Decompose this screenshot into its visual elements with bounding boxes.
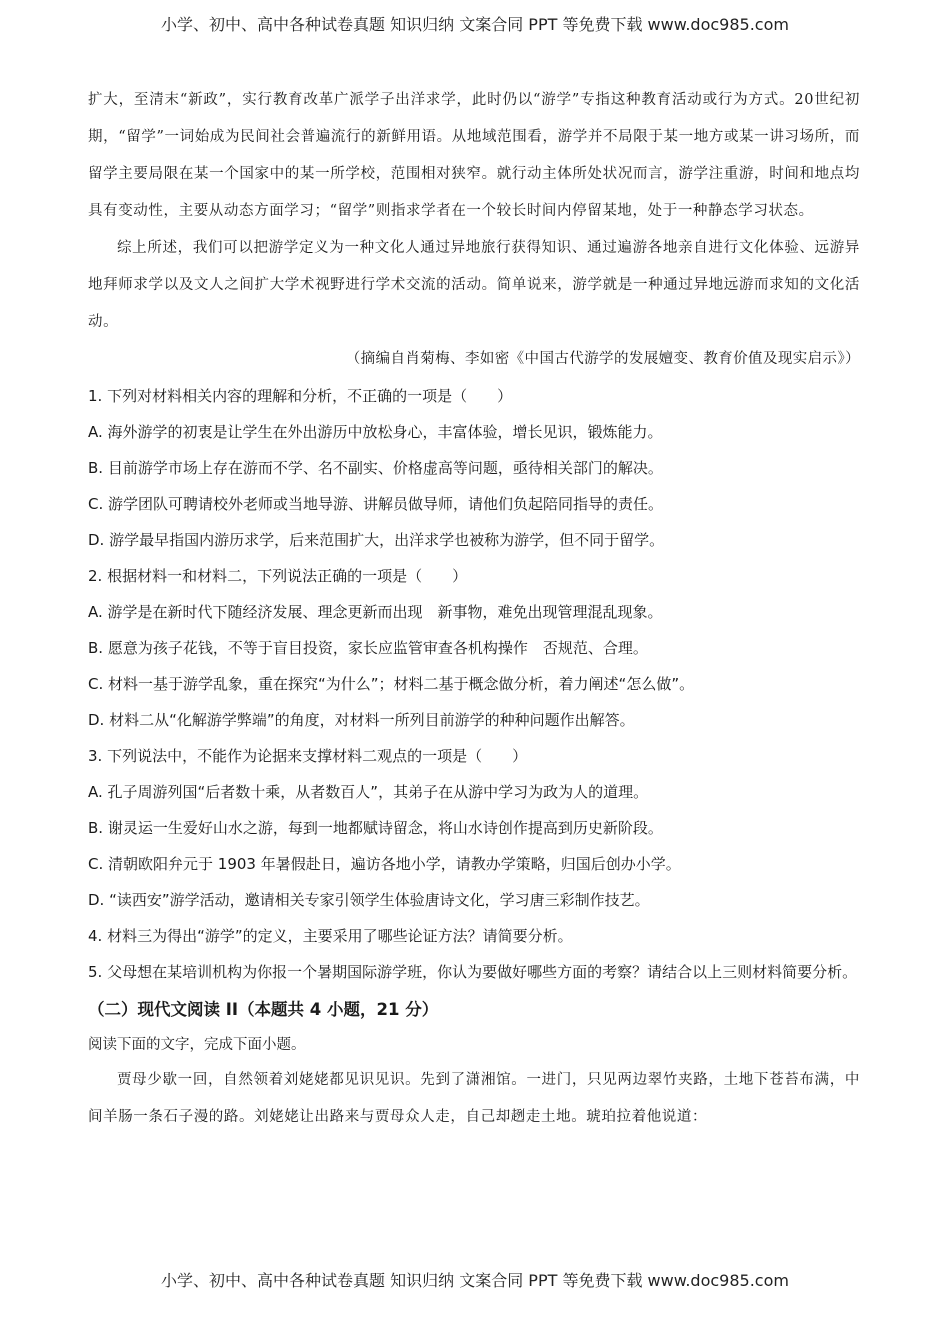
question-3-option-c: C. 清朝欧阳弁元于 1903 年暑假赴日，遍访各地小学，请教办学策略，归国后创办小学。 [88, 855, 681, 873]
footer-banner: 小学、初中、高中各种试卷真题 知识归纳 文案合同 PPT 等免费下载 www.doc985.com [161, 1271, 789, 1290]
question-2-stem: 2. 根据材料一和材料二，下列说法正确的一项是（ ） [88, 567, 468, 585]
question-3-stem: 3. 下列说法中，不能作为论据来支撑材料二观点的一项是（ ） [88, 747, 528, 765]
question-2-option-c: C. 材料一基于游学乱象，重在探究“为什么”；材料二基于概念做分析，着力阐述“怎么做”。 [88, 675, 695, 693]
page-content [88, 82, 860, 1136]
section-2-instruction: 阅读下面的文字，完成下面小题。 [88, 1037, 306, 1053]
header-banner: 小学、初中、高中各种试卷真题 知识归纳 文案合同 PPT 等免费下载 www.doc985.com [161, 15, 789, 34]
question-3-option-a: A. 孔子周游列国“后者数十乘，从者数百人”，其弟子在从游中学习为政为人的道理。 [88, 783, 649, 801]
question-5: 5. 父母想在某培训机构为你报一个暑期国际游学班，你认为要做好哪些方面的考察？请结合以上三则材料简要分析。 [88, 963, 858, 981]
question-2-option-d: D. 材料二从“化解游学弊端”的角度，对材料一所列目前游学的种种问题作出解答。 [88, 711, 635, 729]
section-2-story: 贾母少歇一回，自然领着刘姥姥都见识见识。先到了潇湘馆。一进门，只见两边翠竹夹路，土地下苍苔布满，中间羊肠一条石子漫的路。刘姥姥让出路来与贾母众人走，自己却趔走土地。琥珀拉着他说道： [88, 1072, 860, 1125]
question-3-option-d: D. “读西安”游学活动，邀请相关专家引领学生体验唐诗文化，学习唐三彩制作技艺。 [88, 891, 650, 909]
question-1-stem: 1. 下列对材料相关内容的理解和分析，不正确的一项是（ ） [88, 387, 513, 405]
question-1-option-d: D. 游学最早指国内游历求学，后来范围扩大，出洋求学也被称为游学，但不同于留学。 [88, 531, 665, 549]
question-2 [88, 558, 860, 738]
question-1-option-a: A. 海外游学的初衷是让学生在外出游历中放松身心，丰富体验，增长见识，锻炼能力。 [88, 423, 663, 441]
question-2-option-b: B. 愿意为孩子花钱，不等于盲目投资，家长应监管审查各机构操作 否规范、合理。 [88, 639, 648, 657]
question-4: 4. 材料三为得出“游学”的定义，主要采用了哪些论证方法？请简要分析。 [88, 927, 573, 945]
section-2-heading: （二）现代文阅读 II（本题共 4 小题，21 分） [88, 1000, 439, 1019]
passage-source: （摘编自肖菊梅、李如密《中国古代游学的发展嬗变、教育价值及现实启示》） [345, 351, 860, 367]
question-2-option-a: A. 游学是在新时代下随经济发展、理念更新而出现 新事物，难免出现管理混乱现象。 [88, 603, 663, 621]
question-1-option-b: B. 目前游学市场上存在游而不学、名不副实、价格虚高等问题，亟待相关部门的解决。 [88, 459, 663, 477]
passage-paragraph-2: 综上所述，我们可以把游学定义为一种文化人通过异地旅行获得知识、通过遍游各地亲自进行文化体验、远游异地拜师求学以及文人之间扩大学术视野进行学术交流的活动。简单说来，游学就是一种通过异地远游而求知的文化活动。 [88, 240, 860, 330]
question-3 [88, 738, 860, 918]
question-3-option-b: B. 谢灵运一生爱好山水之游，每到一地都赋诗留念，将山水诗创作提高到历史新阶段。 [88, 819, 663, 837]
passage-paragraph-1: 扩大，至清末“新政”，实行教育改革广派学子出洋求学，此时仍以“游学”专指这种教育活动或行为方式。20世纪初期，“留学”一词始成为民间社会普遍流行的新鲜用语。从地域范围看，游学并不局限于某一地方或某一讲习场所，而留学主要局限在某一个国家中的某一所学校，范围相对狭窄。就行动主体所处状况而言，游学注重游，时间和地点均具有变动性，主要从动态方面学习；“留学”则指求学者在一个较长时间内停留某地，处于一种静态学习状态。 [88, 92, 860, 219]
question-1 [88, 378, 860, 558]
question-1-option-c: C. 游学团队可聘请校外老师或当地导游、讲解员做导师，请他们负起陪同指导的责任。 [88, 495, 664, 513]
